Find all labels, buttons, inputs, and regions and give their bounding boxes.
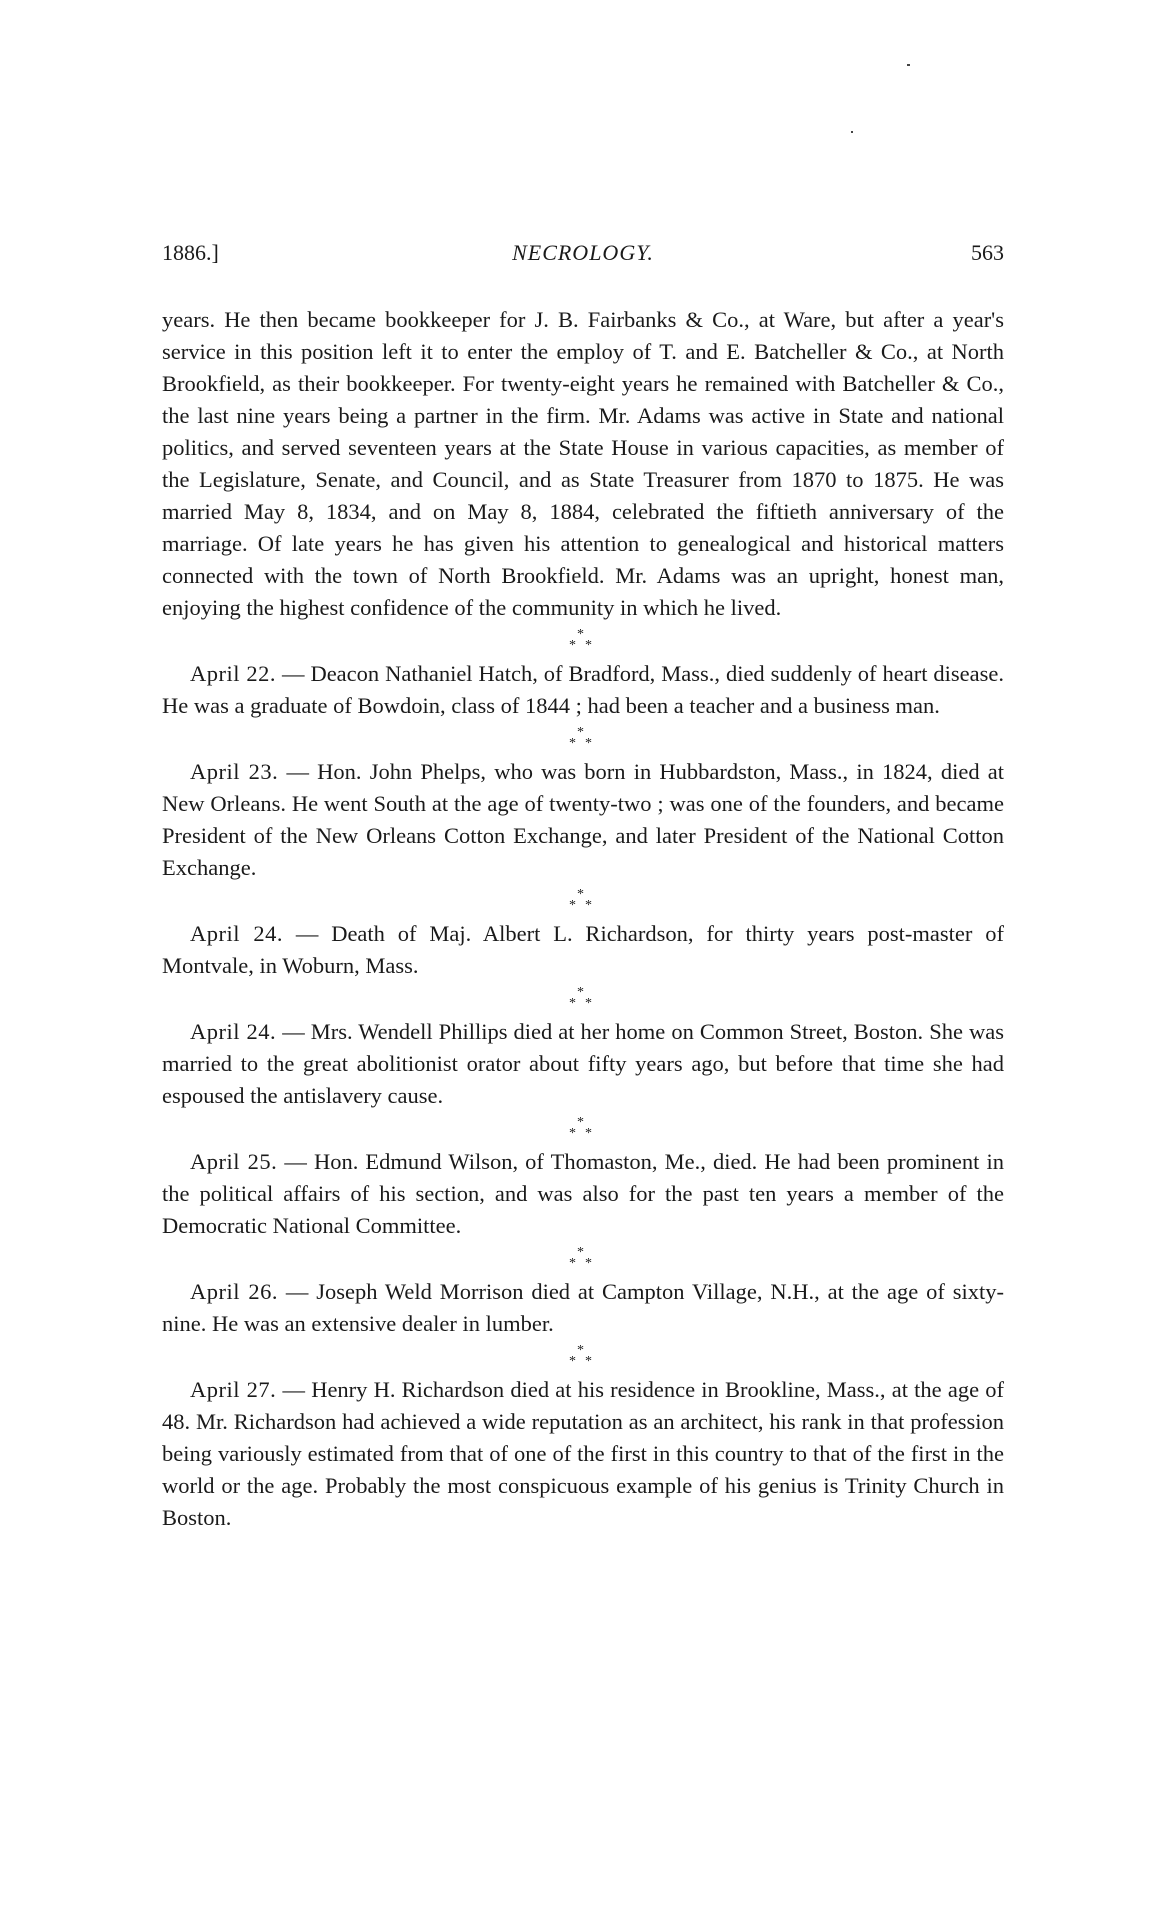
entry-april-24-phillips bbox=[162, 1016, 1004, 1112]
asterisk-icon: * bbox=[585, 736, 592, 751]
entry-april-25-wilson bbox=[162, 1146, 1004, 1242]
paragraph-text: years. He then became bookkeeper for J. B. Fairbanks & Co., at Ware, but after a year's service in this position left it to enter the employ of T. and E. Batcheller & Co., at North Brookfield, as their bookkeeper. For twenty-eight years he remained with Batcheller & Co., the last nine years being a partner in the firm. Mr. Adams was active in State and national politics, and served seventeen years at the State House in various capacities, as member of the Legislature, Senate, and Council, and as State Treasurer from 1870 to 1875. He was married May 8, 1834, and on May 8, 1884, celebrated the fiftieth anniversary of the marriage. Of late years he has given his attention to genealogical and historical matters connected with the town of North Brookfield. Mr. Adams was an upright, honest man, enjoying the highest confidence of the community in which he lived. bbox=[162, 307, 1004, 620]
asterisk-icon: * bbox=[569, 638, 576, 653]
entry-april-24-richardson bbox=[162, 918, 1004, 982]
asterism-divider bbox=[563, 726, 603, 756]
running-head-year: 1886.] bbox=[162, 240, 219, 265]
entry-april-26-morrison bbox=[162, 1276, 1004, 1340]
asterisk-icon: * bbox=[585, 1126, 592, 1141]
asterisk-icon: * bbox=[585, 1354, 592, 1369]
asterisk-icon: * bbox=[577, 1245, 584, 1260]
asterisk-icon: * bbox=[569, 996, 576, 1011]
entry-april-22-hatch bbox=[162, 658, 1004, 722]
asterism-divider bbox=[563, 986, 603, 1016]
asterisk-icon: * bbox=[569, 1354, 576, 1369]
entry-text: — Deacon Nathaniel Hatch, of Bradford, Mass., died suddenly of heart disease. He was a graduate of Bowdoin, class of 1844 ; had been a teacher and a business man. bbox=[162, 661, 1004, 718]
asterisk-icon: * bbox=[569, 898, 576, 913]
entry-date: April 22. bbox=[190, 661, 277, 686]
asterisk-icon: * bbox=[585, 1256, 592, 1271]
entry-text: — Henry H. Richardson died at his residence in Brookline, Mass., at the age of 48. Mr. Richardson had achieved a wide reputation as an architect, his rank in that profession being variously estimated from that of one of the first in this country to that of the first in the world or the age. Probably the most conspicuous example of his genius is Trinity Church in Boston. bbox=[162, 1377, 1004, 1530]
asterism-divider bbox=[563, 628, 603, 658]
running-head-title: NECROLOGY. bbox=[512, 240, 654, 265]
asterisk-icon: * bbox=[585, 638, 592, 653]
entry-text: — Hon. Edmund Wilson, of Thomaston, Me., died. He had been prominent in the political affairs of his section, and was also for the past ten years a member of the Democratic National Committee. bbox=[162, 1149, 1005, 1238]
asterisk-icon: * bbox=[577, 1343, 584, 1358]
asterisk-icon: * bbox=[577, 985, 584, 1000]
asterism-divider bbox=[563, 1116, 603, 1146]
scan-speck bbox=[907, 64, 910, 66]
entry-date: April 24. bbox=[190, 921, 283, 946]
entry-text: — Joseph Weld Morrison died at Campton Village, N.H., at the age of sixty-nine. He was an extensive dealer in lumber. bbox=[162, 1279, 1004, 1336]
entry-text: — Death of Maj. Albert L. Richardson, for thirty years post-master of Montvale, in Woburn, Mass. bbox=[162, 921, 1005, 978]
entry-date: April 27. bbox=[190, 1377, 277, 1402]
entry-date: April 24. bbox=[190, 1019, 277, 1044]
asterisk-icon: * bbox=[585, 898, 592, 913]
entry-text: — Hon. John Phelps, who was born in Hubbardston, Mass., in 1824, died at New Orleans. He went South at the age of twenty-two ; was one of the founders, and became President of the New Orleans Cotton Exchange, and later President of the National Cotton Exchange. bbox=[162, 759, 1004, 880]
scan-speck bbox=[851, 131, 853, 133]
entry-april-27-richardson bbox=[162, 1374, 1004, 1534]
asterisk-icon: * bbox=[577, 725, 584, 740]
asterisk-icon: * bbox=[569, 1126, 576, 1141]
book-page bbox=[162, 240, 1004, 1534]
asterisk-icon: * bbox=[577, 1115, 584, 1130]
entry-text: — Mrs. Wendell Phillips died at her home on Common Street, Boston. She was married to the great abolitionist orator about fifty years ago, but before that time she had espoused the antislavery cause. bbox=[162, 1019, 1004, 1108]
entry-date: April 23. bbox=[190, 759, 279, 784]
asterisk-icon: * bbox=[577, 627, 584, 642]
asterisk-icon: * bbox=[585, 996, 592, 1011]
asterism-divider bbox=[563, 1246, 603, 1276]
asterisk-icon: * bbox=[569, 736, 576, 751]
entry-april-23-phelps bbox=[162, 756, 1004, 884]
asterisk-icon: * bbox=[577, 887, 584, 902]
running-head bbox=[162, 240, 1004, 276]
asterism-divider bbox=[563, 888, 603, 918]
entry-date: April 26. bbox=[190, 1279, 278, 1304]
paragraph-adams-continued bbox=[162, 304, 1004, 624]
page-number: 563 bbox=[971, 240, 1004, 265]
asterism-divider bbox=[563, 1344, 603, 1374]
entry-date: April 25. bbox=[190, 1149, 278, 1174]
asterisk-icon: * bbox=[569, 1256, 576, 1271]
